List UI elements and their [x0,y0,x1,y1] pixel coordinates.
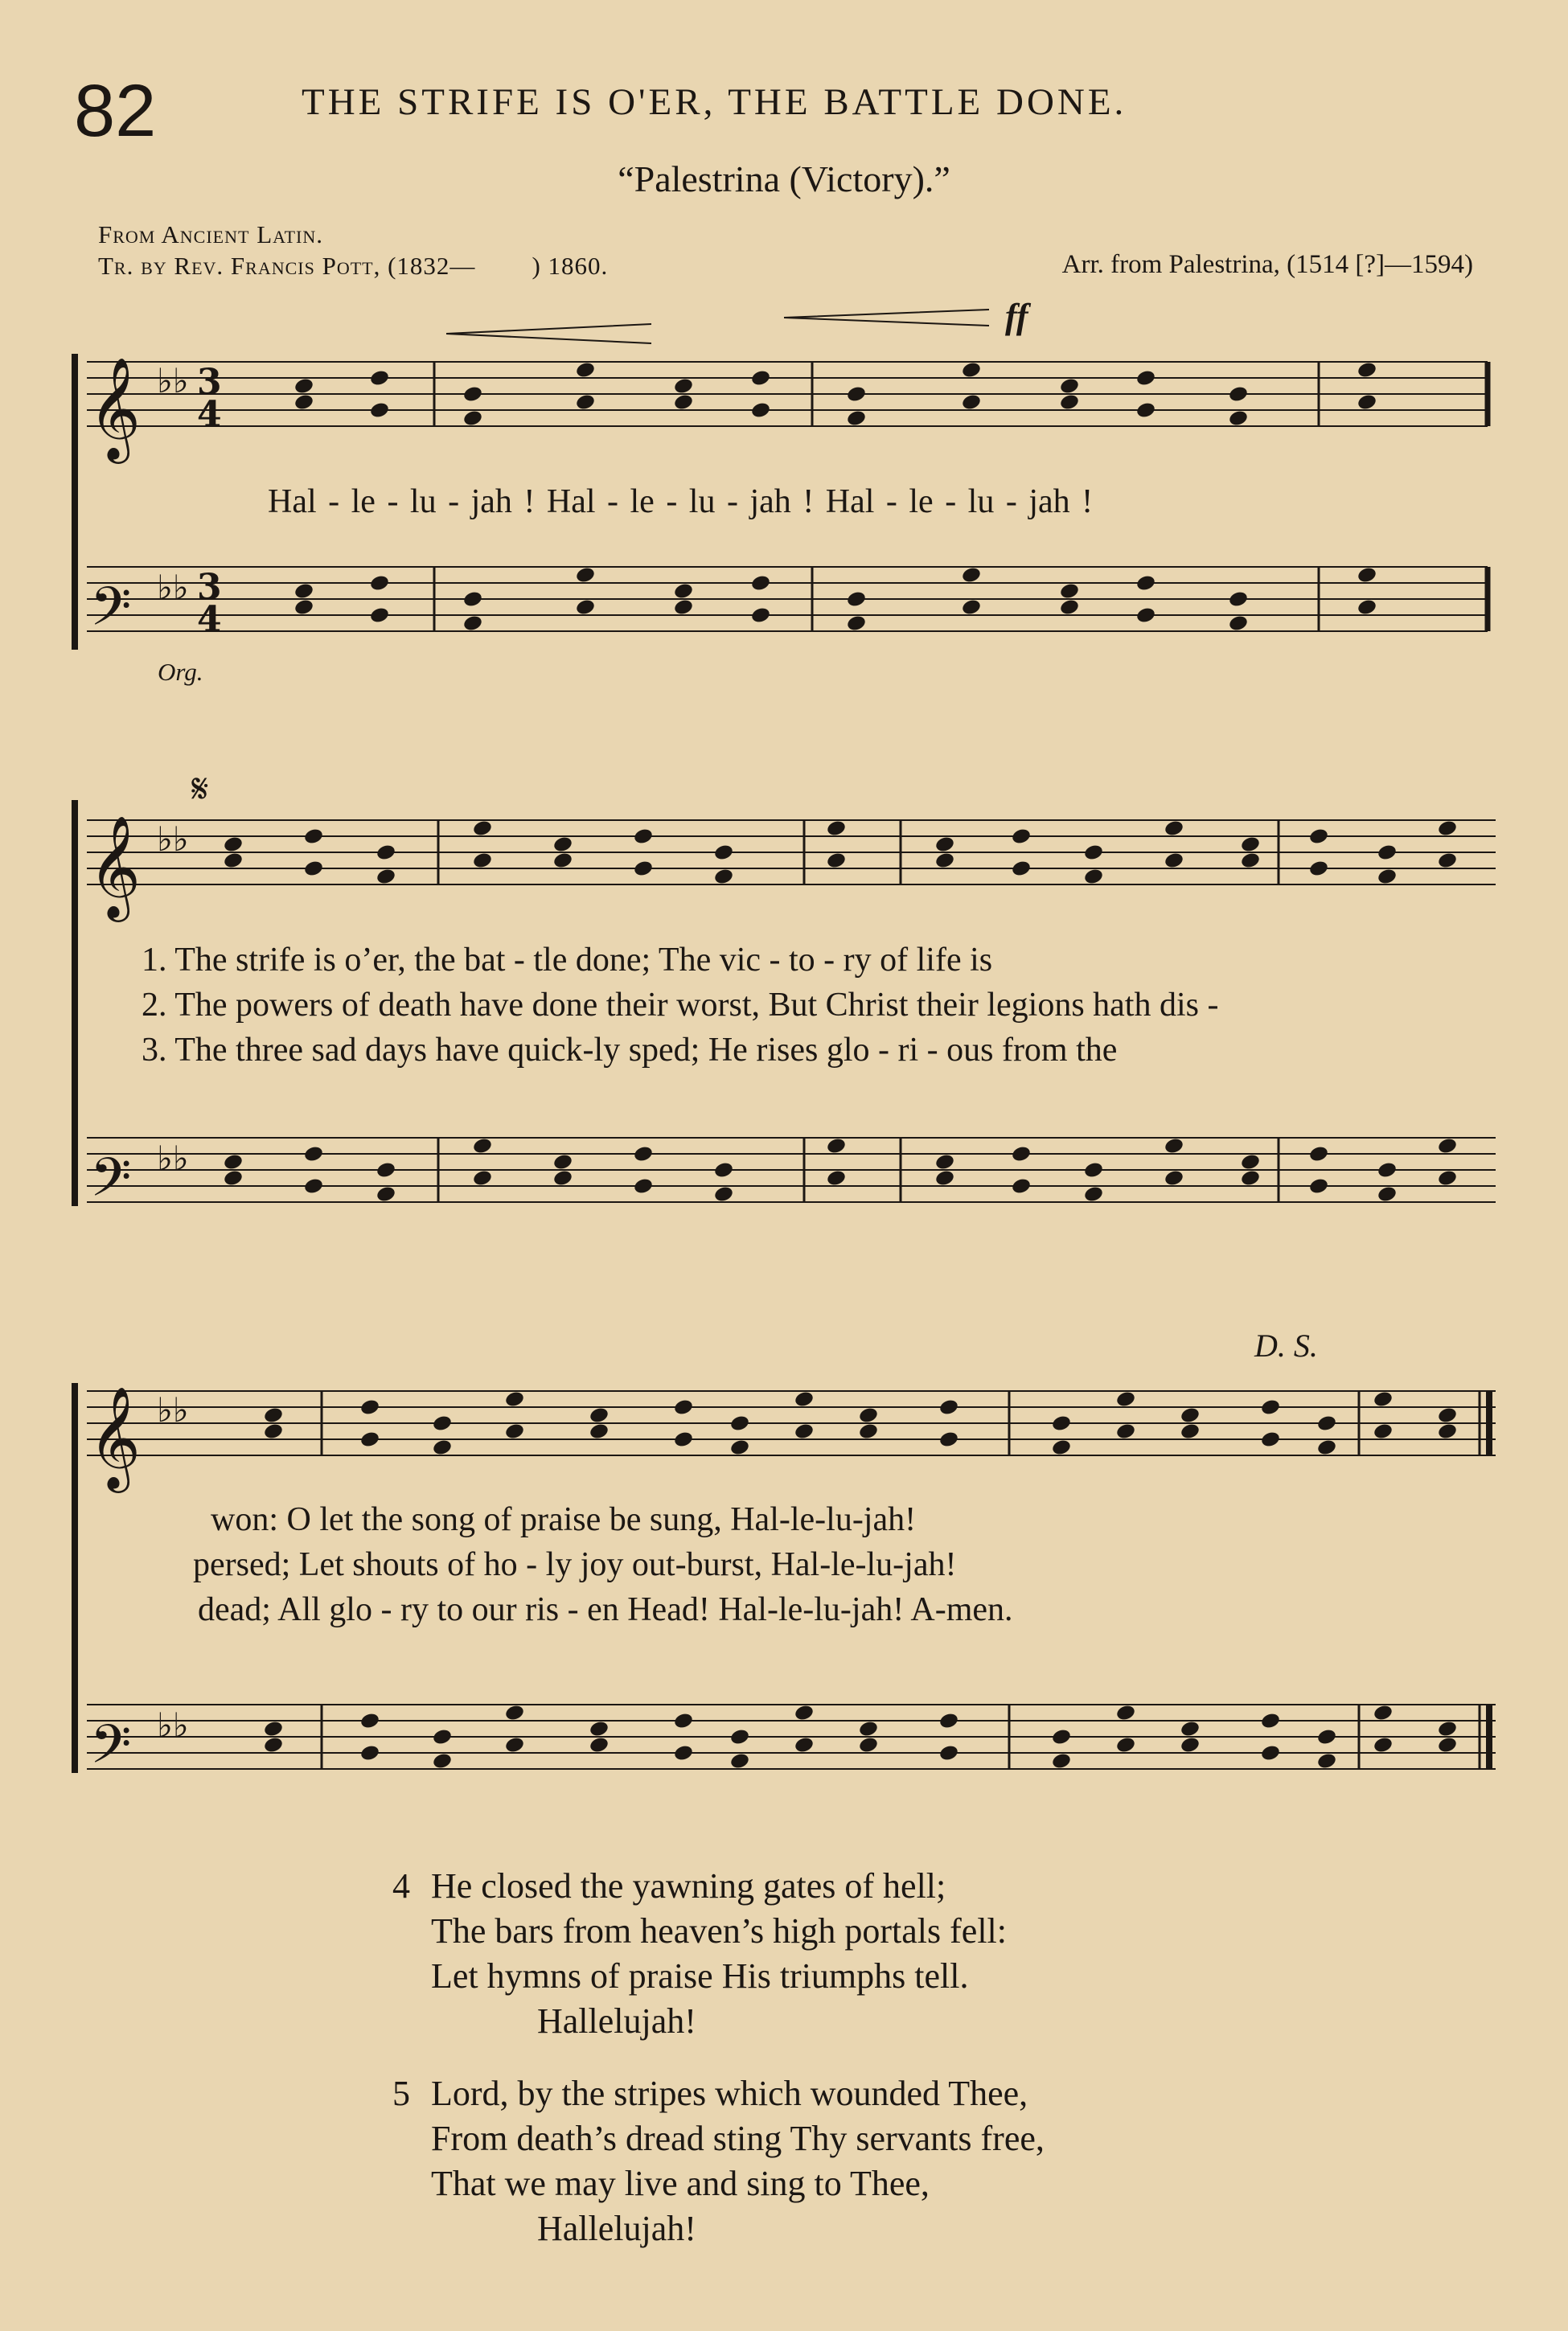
notehead [1228,590,1249,609]
verse-line: Hallelujah! [537,2209,696,2248]
verse-line [392,1864,1007,1909]
verse-line: From death’s dread sting Thy servants free, [431,2119,1045,2158]
svg-text:𝄢: 𝄢 [90,576,132,650]
notehead [369,574,390,593]
notehead [1051,1438,1072,1457]
notehead [303,1145,324,1163]
notehead [432,1752,453,1771]
notehead [376,868,396,886]
notehead [472,819,493,838]
notehead [1059,582,1080,601]
notehead [1308,827,1329,846]
notehead [1059,377,1080,396]
notehead [1164,1137,1184,1155]
notehead [1051,1728,1072,1746]
notehead [472,852,493,870]
notehead [504,1736,525,1754]
lyrics-verse-3-line-2: dead; All glo - ry to our ris - en Head! Hal-le-lu-jah! A-men. [198,1591,1013,1628]
notehead [1240,1169,1261,1188]
notehead [1357,598,1377,617]
notehead [938,1430,959,1449]
notehead [794,1422,815,1441]
notehead [369,369,390,388]
notehead [1083,1185,1104,1204]
notehead [589,1736,610,1754]
svg-text:♭♭: ♭♭ [157,1390,189,1430]
translator-name: Tr. by Rev. Francis Pott, (1832— [98,252,476,280]
notehead [1377,1185,1398,1204]
notehead [263,1422,284,1441]
notehead [1135,401,1156,420]
notehead [794,1736,815,1754]
notehead [938,1744,959,1763]
notehead [575,361,596,380]
notehead [293,377,314,396]
verse-line [392,2071,1045,2116]
notehead [1377,843,1398,862]
notehead [1377,1161,1398,1180]
notehead [263,1736,284,1754]
notehead [750,606,771,625]
notehead [223,1169,244,1188]
notehead [1135,606,1156,625]
verse-line: Let hymns of praise His triumphs tell. [431,1956,969,1996]
svg-text:3: 3 [197,362,222,403]
notehead [1011,1177,1032,1196]
verse-number: 5 [392,2074,410,2113]
notehead [1308,1145,1329,1163]
notehead [589,1422,610,1441]
notehead [552,852,573,870]
notehead [589,1720,610,1738]
notehead [961,598,982,617]
notehead [1011,1145,1032,1163]
verse-text: Lord, by the stripes which wounded Thee, [431,2074,1028,2113]
notehead [938,1398,959,1417]
lyrics-verse-3-line-1: 3. The three sad days have quick-ly sped; He rises glo - ri - ous from the [142,1032,1118,1069]
notehead [462,614,483,633]
notehead [1437,852,1458,870]
notehead [1260,1398,1281,1417]
lyrics-line-hallelujah: Hal - le - lu - jah ! Hal - le - lu - jah ! Hal - le - lu - jah ! [268,483,1094,520]
notehead [1316,1752,1337,1771]
notehead [858,1406,879,1425]
svg-text:♭♭: ♭♭ [157,361,189,400]
notehead [1180,1406,1201,1425]
notehead [961,393,982,412]
notehead [359,1712,380,1730]
notehead [1437,1736,1458,1754]
notehead [575,566,596,585]
notehead [673,1430,694,1449]
notehead [1357,361,1377,380]
svg-text:𝄢: 𝄢 [90,1147,132,1221]
notehead [794,1390,815,1409]
svg-text:♭♭: ♭♭ [157,1705,189,1745]
svg-text:♭♭: ♭♭ [157,819,189,859]
notehead [1373,1390,1394,1409]
notehead [1083,1161,1104,1180]
notehead [263,1406,284,1425]
notehead [369,606,390,625]
notehead [1316,1414,1337,1433]
da-segno-marking: D. S. [1254,1328,1318,1364]
notehead [293,393,314,412]
notehead [673,377,694,396]
notehead [575,393,596,412]
svg-text:𝄞: 𝄞 [88,1385,142,1488]
notehead [713,843,734,862]
notehead [1357,393,1377,412]
notehead [359,1398,380,1417]
notehead [462,385,483,404]
notehead [293,598,314,617]
verse-number: 4 [392,1866,410,1906]
notehead [1260,1430,1281,1449]
notehead [673,1744,694,1763]
notehead [1437,1720,1458,1738]
notehead [1164,819,1184,838]
notehead [1240,1153,1261,1172]
notehead [826,1169,847,1188]
notehead [938,1712,959,1730]
notehead [934,1169,955,1188]
notehead [1180,1720,1201,1738]
notehead [552,1153,573,1172]
notehead [1115,1422,1136,1441]
hymn-number: 82 [74,70,157,152]
notehead [1316,1438,1337,1457]
svg-text:𝄞: 𝄞 [88,356,142,459]
lyrics-verse-2-line-2: persed; Let shouts of ho - ly joy out-burst, Hal-le-lu-jah! [193,1546,957,1583]
notehead [846,385,867,404]
translator-year: ) 1860. [532,252,609,280]
svg-text:♭♭: ♭♭ [157,568,189,607]
verse-4 [392,1864,1007,2044]
notehead [1164,1169,1184,1188]
notehead [934,835,955,854]
verse-line: Hallelujah! [537,2001,696,2041]
notehead [472,1169,493,1188]
notehead [1260,1712,1281,1730]
notehead [504,1704,525,1722]
notehead [1083,868,1104,886]
notehead [303,860,324,878]
notehead [1308,860,1329,878]
notehead [934,852,955,870]
notehead [1437,1137,1458,1155]
notehead [1164,852,1184,870]
verse-5 [392,2071,1045,2251]
notehead [673,598,694,617]
notehead [1373,1422,1394,1441]
notehead [462,409,483,428]
notehead [729,1728,750,1746]
notehead [1011,860,1032,878]
notehead [1115,1736,1136,1754]
notehead [303,827,324,846]
notehead [589,1406,610,1425]
notehead [1059,598,1080,617]
notehead [1357,566,1377,585]
notehead [1011,827,1032,846]
lyrics-verse-1-line-2: won: O let the song of praise be sung, Hal-le-lu-jah! [211,1501,917,1538]
notehead [1135,574,1156,593]
notehead [846,590,867,609]
notehead [846,614,867,633]
notehead [633,1177,654,1196]
notehead [729,1438,750,1457]
lyrics-verse-2-line-1: 2. The powers of death have done their worst, But Christ their legions hath dis - [142,987,1219,1024]
notehead [432,1728,453,1746]
notehead [472,1137,493,1155]
notehead [359,1430,380,1449]
notehead [1115,1704,1136,1722]
notehead [673,393,694,412]
notehead [750,369,771,388]
lyrics-verse-1-line-1: 1. The strife is o’er, the bat - tle done; The vic - to - ry of life is [142,942,993,979]
notehead [293,582,314,601]
notehead [1228,614,1249,633]
notehead [1115,1390,1136,1409]
notehead [1260,1744,1281,1763]
notehead [633,1145,654,1163]
notehead [633,827,654,846]
verse-text: He closed the yawning gates of hell; [431,1866,946,1906]
notehead [673,582,694,601]
notehead [1437,819,1458,838]
notehead [858,1736,879,1754]
hymn-title: THE STRIFE IS O'ER, THE BATTLE DONE. [302,81,1127,123]
notehead [1377,868,1398,886]
notehead [673,1398,694,1417]
notehead [729,1752,750,1771]
notehead [713,1185,734,1204]
notehead [432,1438,453,1457]
notehead [846,409,867,428]
notehead [1051,1414,1072,1433]
notehead [826,852,847,870]
notehead [750,401,771,420]
notehead [1240,835,1261,854]
notehead [1437,1406,1458,1425]
notehead [369,401,390,420]
segno-icon: 𝄋 [191,766,209,811]
svg-text:𝄞: 𝄞 [88,815,142,917]
notehead [552,835,573,854]
notehead [961,361,982,380]
notehead [1437,1422,1458,1441]
notehead [359,1744,380,1763]
notehead [1373,1704,1394,1722]
notehead [934,1153,955,1172]
verse-line: The bars from heaven’s high portals fell: [431,1911,1008,1951]
notehead [961,566,982,585]
notehead [1059,393,1080,412]
notehead [750,574,771,593]
fortissimo-marking: ff [1005,297,1028,336]
notehead [1228,409,1249,428]
notehead [633,860,654,878]
notehead [673,1712,694,1730]
notehead [826,1137,847,1155]
notehead [858,1720,879,1738]
notehead [1240,852,1261,870]
notehead [713,1161,734,1180]
arranger-credit: Arr. from Palestrina, (1514 [?]—1594) [1061,250,1473,279]
notehead [552,1169,573,1188]
svg-text:𝄢: 𝄢 [90,1713,132,1788]
svg-text:3: 3 [197,567,222,608]
notehead [376,1185,396,1204]
notehead [1308,1177,1329,1196]
notehead [504,1390,525,1409]
notehead [575,598,596,617]
notehead [376,1161,396,1180]
organ-marking: Org. [158,658,203,686]
notehead [1437,1169,1458,1188]
svg-text:♭♭: ♭♭ [157,1139,189,1178]
notehead [504,1422,525,1441]
notehead [303,1177,324,1196]
notehead [1180,1422,1201,1441]
notehead [223,852,244,870]
notehead [1083,843,1104,862]
tune-name: “Palestrina (Victory).” [618,158,950,199]
text-source: From Ancient Latin. [98,220,323,248]
notehead [223,835,244,854]
notehead [713,868,734,886]
notehead [376,843,396,862]
notehead [729,1414,750,1433]
notehead [1135,369,1156,388]
notehead [1180,1736,1201,1754]
notehead [794,1704,815,1722]
notehead [263,1720,284,1738]
notehead [1228,385,1249,404]
notehead [858,1422,879,1441]
notehead [432,1414,453,1433]
svg-text:4: 4 [197,394,222,435]
notehead [1051,1752,1072,1771]
notehead [826,819,847,838]
notehead [1316,1728,1337,1746]
notehead [1373,1736,1394,1754]
notehead [462,590,483,609]
svg-text:4: 4 [197,599,222,640]
verse-line: That we may live and sing to Thee, [431,2164,930,2203]
notehead [223,1153,244,1172]
